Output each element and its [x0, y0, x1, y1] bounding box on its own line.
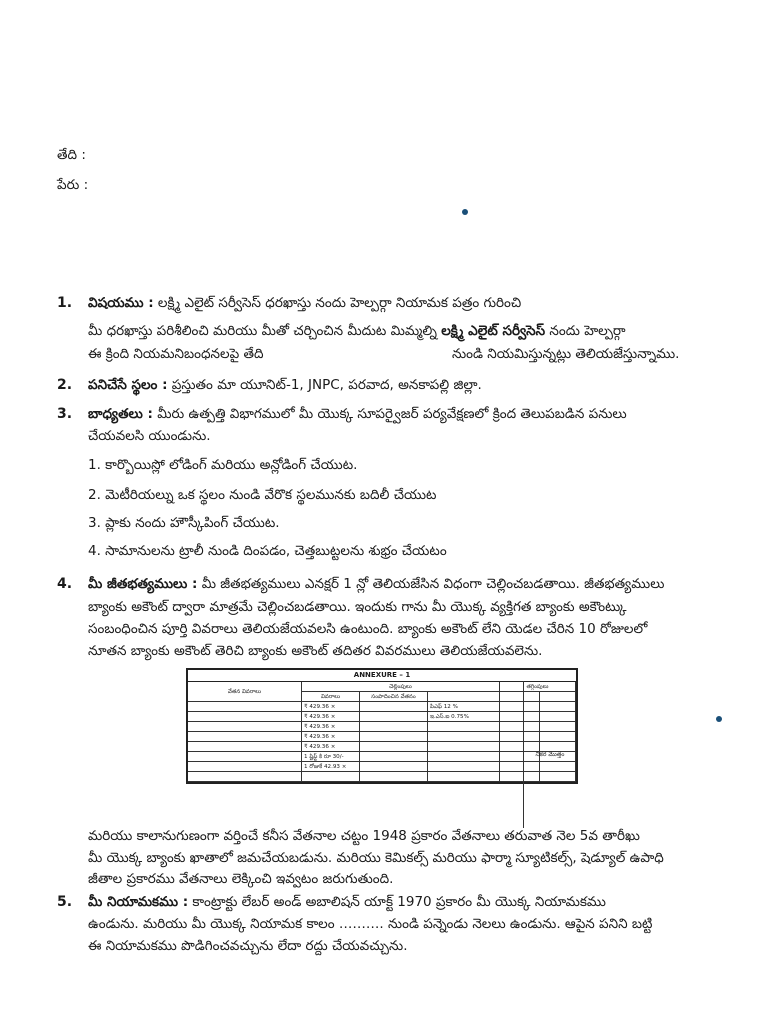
- section-4-heading: మీ జీతభత్యములు :: [88, 576, 198, 592]
- section-5-line-1: [88, 893, 606, 911]
- row-label: [188, 752, 302, 762]
- duty-item-3: 3. ప్లాకు నందు హౌస్కీపింగ్ చేయుట.: [88, 515, 280, 531]
- annexure-title: ANNEXURE – 1: [188, 670, 576, 682]
- date-label: తేది :: [57, 147, 86, 163]
- row-detail: ₹ 429.36 ×: [302, 712, 360, 722]
- section-2-heading: పనిచేసే స్థలం :: [88, 377, 168, 393]
- section-1-line-3b: నుండి నియమిస్తున్నట్లు తెలియజేస్తున్నాము.: [452, 346, 680, 362]
- section-1-text: నందు హెల్పర్గా: [545, 323, 626, 339]
- section-1-heading: విషయము :: [88, 295, 154, 311]
- row-ded: [428, 772, 500, 782]
- header-row-label: వేతన వివరాలు: [188, 682, 302, 702]
- section-1-subject: లక్ష్మి ఎలైట్ సర్వీసెస్ ధరఖాస్తు నందు హెల్పర్గా నియామక పత్రం గురించి: [153, 295, 522, 311]
- annexure-table: [186, 668, 578, 784]
- duty-item-1: 1. కార్బొయిస్లో లోడింగ్ మరియు అన్లోడింగ్ చేయుట.: [88, 457, 358, 473]
- section-4-text: మీ జీతభత్యములు ఎనక్షర్ 1 న్లో తెలియజేసిన విధంగా చెల్లించబడతాయి. జీతభత్యములు: [197, 576, 665, 592]
- section-3-line-1: [88, 405, 627, 423]
- row-earned: [360, 702, 428, 712]
- header-earnings: చెల్లింపులు: [302, 682, 500, 692]
- row-detail: 1 రోజుకే 42.93 ×: [302, 762, 360, 772]
- section-4-line-3: సంబంధించిన పూర్తి వివరాలు తెలియజేయవలసి ఉంటుంది. బ్యాంకు అకౌంట్ లేని యెడల చేరిన 10 రోజులలో: [88, 621, 648, 637]
- section-3-number: 3.: [57, 406, 73, 422]
- row-ded: [428, 732, 500, 742]
- section-1-line-1: [88, 294, 521, 312]
- section-3-text: మీరు ఉత్పత్తి విభాగములో మీ యొక్క సూపర్వైజర్ పర్యవేక్షణలో క్రింద తెలుపబడిన పనులు: [152, 406, 627, 422]
- header-deductions: తగ్గింపులు: [500, 682, 576, 692]
- section-2-number: 2.: [57, 377, 73, 393]
- section-4-number: 4.: [57, 576, 73, 592]
- annexure-grid: [188, 682, 576, 782]
- sub-header-blank: [428, 692, 500, 702]
- section-1-text: మీ ధరఖాస్తు పరిశీలించి మరియు మీతో చర్చించిన మీదుట మిమ్మల్ని: [88, 323, 442, 339]
- row-label: [188, 732, 302, 742]
- row-label: [188, 762, 302, 772]
- row-ded: ఇ.ఎస్.ఐ 0.75%: [428, 712, 500, 722]
- row-earned: [360, 722, 428, 732]
- section-4-after-2: మీ యొక్క బ్యాంకు ఖాతాలో జమచేయబడును. మరియు కెమికల్స్ మరియు ఫార్మా స్యూటికల్స్, షెడ్యూల్ ఉపాధి: [88, 850, 664, 866]
- row-earned: [360, 752, 428, 762]
- row-detail: ₹ 429.36 ×: [302, 732, 360, 742]
- row-ded: [428, 762, 500, 772]
- section-5-line-2: ఉండును. మరియు మీ యొక్క నియామక కాలం ………. నుండి పన్నెండు నెలలు ఉండును. ఆపైన పనిని బట్టి: [88, 916, 653, 932]
- row-earned: [360, 772, 428, 782]
- section-4-line-1: [88, 575, 664, 593]
- section-5-heading: మీ నియామకము :: [88, 894, 189, 910]
- row-ded: [428, 742, 500, 752]
- row-earned: [360, 732, 428, 742]
- section-4-after-1: మరియు కాలానుగుణంగా వర్తించే కనీస వేతనాల చట్టం 1948 ప్రకారం వేతనాలు తరువాత నెల 5వ తారీఖు: [88, 828, 640, 844]
- section-4-after-3: జీతాల ప్రకారము వేతనాలు లెక్కించి ఇవ్వటం జరుగుతుంది.: [88, 871, 394, 887]
- row-detail: ₹ 429.36 ×: [302, 742, 360, 752]
- row-ded: పిఎఫ్ 12 %: [428, 702, 500, 712]
- row-label: [188, 772, 302, 782]
- section-2-text: ప్రస్తుతం మా యూనిట్-1, JNPC, పరవాద, అనకాపల్లి జిల్లా.: [167, 377, 482, 393]
- section-3-heading: బాధ్యతలు :: [88, 406, 153, 422]
- section-5-number: 5.: [57, 894, 73, 910]
- row-ded: [428, 722, 500, 732]
- section-4-line-2: బ్యాంకు అకౌంట్ ద్వారా మాత్రమే చెల్లించబడతాయి. ఇందుకు గాను మీ యొక్క వ్యక్తిగత బ్యాంకు అకౌంట్కు: [88, 599, 627, 615]
- duty-item-4: 4. సామానులను ట్రాలీ నుండి దింపడం, చెత్తబుట్టలను శుభ్రం చేయటం: [88, 543, 447, 559]
- sub-header-earned: సంపాదించిన వేతనం: [360, 692, 428, 702]
- section-4-line-4: నూతన బ్యాంకు అకౌంట్ తెరిచి బ్యాంకు అకౌంట్ తదితర వివరములు తెలియజేయవలెను.: [88, 643, 543, 659]
- row-earned: [360, 742, 428, 752]
- row-earned: [360, 762, 428, 772]
- section-1-line-3a: ఈ క్రింది నియమనిబంధనలపై తేది: [88, 346, 264, 362]
- header-net-total: నికర మొత్తం: [523, 681, 576, 828]
- row-label: [188, 722, 302, 732]
- row-label: [188, 712, 302, 722]
- row-ded: [428, 752, 500, 762]
- row-detail: 1 ష్టిఫ్ట్ కి రూ 30/-: [302, 752, 360, 762]
- scan-speck: [462, 209, 468, 215]
- section-1-number: 1.: [57, 295, 73, 311]
- row-detail: ₹ 429.36 ×: [302, 722, 360, 732]
- sub-header-details: వివరాలు: [302, 692, 360, 702]
- section-5-text: కాంట్రాక్టు లేబర్ అండ్ అబాలిషన్ యాక్ట్ 1970 ప్రకారం మీ యొక్క నియామకము: [188, 894, 606, 910]
- row-label: [188, 702, 302, 712]
- name-label: పేరు :: [57, 177, 89, 193]
- section-1-line-2: [88, 322, 626, 340]
- row-detail: [302, 772, 360, 782]
- row-detail: ₹ 429.36 ×: [302, 702, 360, 712]
- section-2-line: [88, 376, 482, 394]
- company-name: లక్ష్మి ఎలైట్ సర్వీసెస్: [441, 323, 546, 339]
- row-label: [188, 742, 302, 752]
- section-3-line-2: చేయవలసి యుండును.: [88, 428, 211, 444]
- scan-speck: [716, 716, 722, 722]
- section-5-line-3: ఈ నియామకము పొడిగించవచ్చును లేదా రద్దు చేయవచ్చును.: [88, 938, 408, 954]
- row-earned: [360, 712, 428, 722]
- duty-item-2: 2. మెటీరియల్ను ఒక స్థలం నుండి వేరొక స్థలమునకు బదిలీ చేయుట: [88, 487, 437, 503]
